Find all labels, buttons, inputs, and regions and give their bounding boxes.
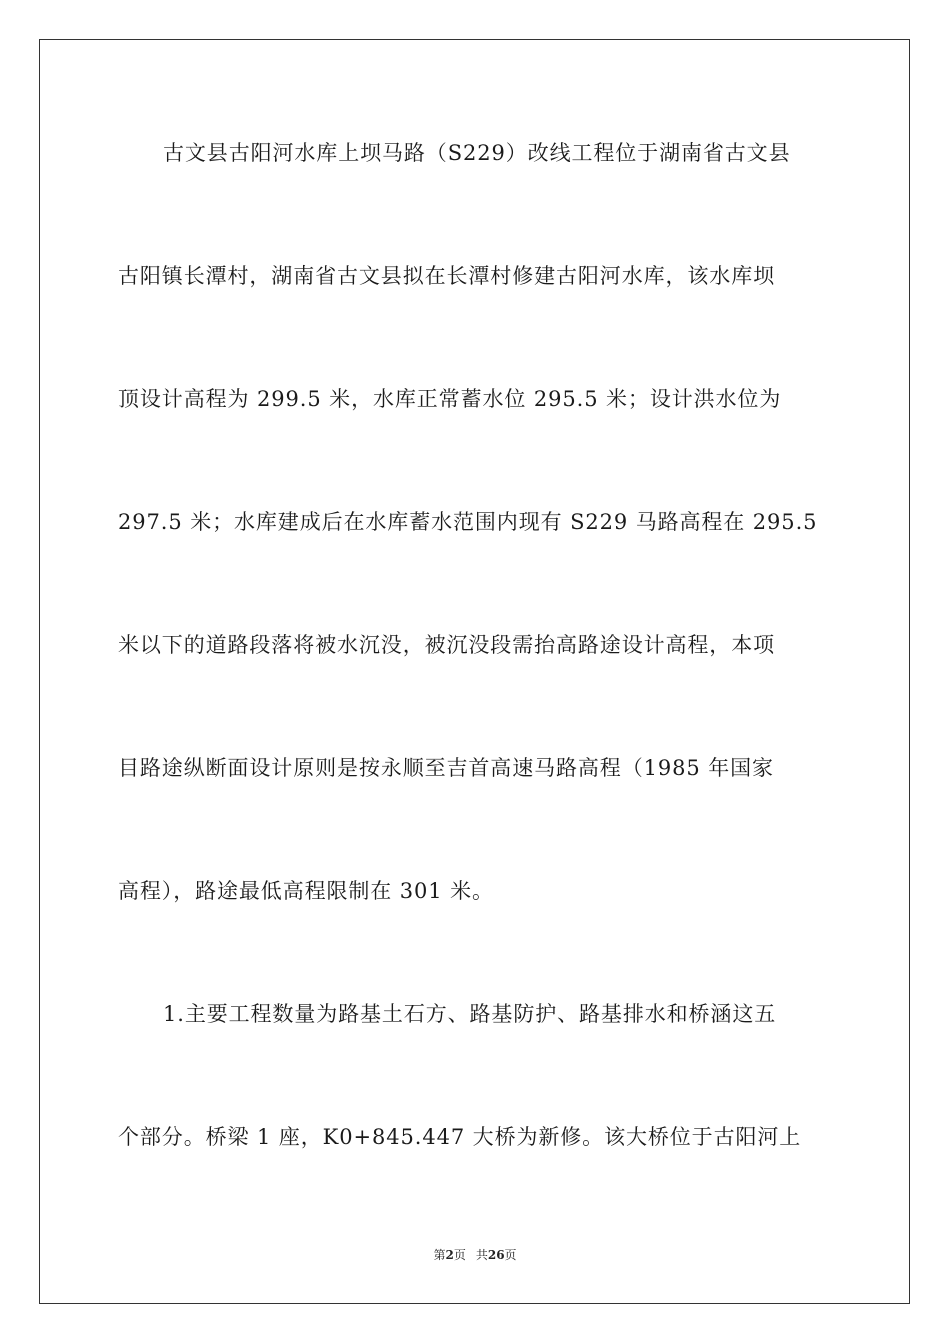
paragraph-1-line-2: 古阳镇长潭村，湖南省古文县拟在长潭村修建古阳河水库，该水库坝: [118, 264, 775, 288]
page-border: [39, 39, 910, 1304]
total-pages: 26: [487, 1248, 505, 1262]
paragraph-1-line-4: 297.5 米；水库建成后在水库蓄水范围内现有 S229 马路高程在 295.5: [118, 510, 818, 534]
page-footer: [0, 1247, 950, 1263]
paragraph-1-line-7: 高程），路途最低高程限制在 301 米。: [118, 879, 494, 903]
paragraph-1-line-3: 顶设计高程为 299.5 米，水库正常蓄水位 295.5 米；设计洪水位为: [118, 387, 782, 411]
paragraph-1-line-5: 米以下的道路段落将被水沉没，被沉没段需抬高路途设计高程，本项: [118, 633, 775, 657]
total-suffix: 页: [504, 1248, 517, 1262]
page-number: 2: [445, 1248, 454, 1262]
paragraph-2-line-2: 个部分。桥梁 1 座，K0+845.447 大桥为新修。该大桥位于古阳河上: [118, 1125, 802, 1149]
page-suffix: 页: [453, 1248, 466, 1262]
page-prefix: 第: [433, 1248, 446, 1262]
paragraph-1-line-6: 目路途纵断面设计原则是按永顺至吉首高速马路高程（1985 年国家: [118, 756, 774, 780]
total-prefix: 共: [475, 1248, 488, 1262]
paragraph-2-line-1: 1.主要工程数量为路基土石方、路基防护、路基排水和桥涵这五: [163, 1002, 777, 1026]
paragraph-1-line-1: 古文县古阳河水库上坝马路（S229）改线工程位于湖南省古文县: [163, 141, 791, 165]
